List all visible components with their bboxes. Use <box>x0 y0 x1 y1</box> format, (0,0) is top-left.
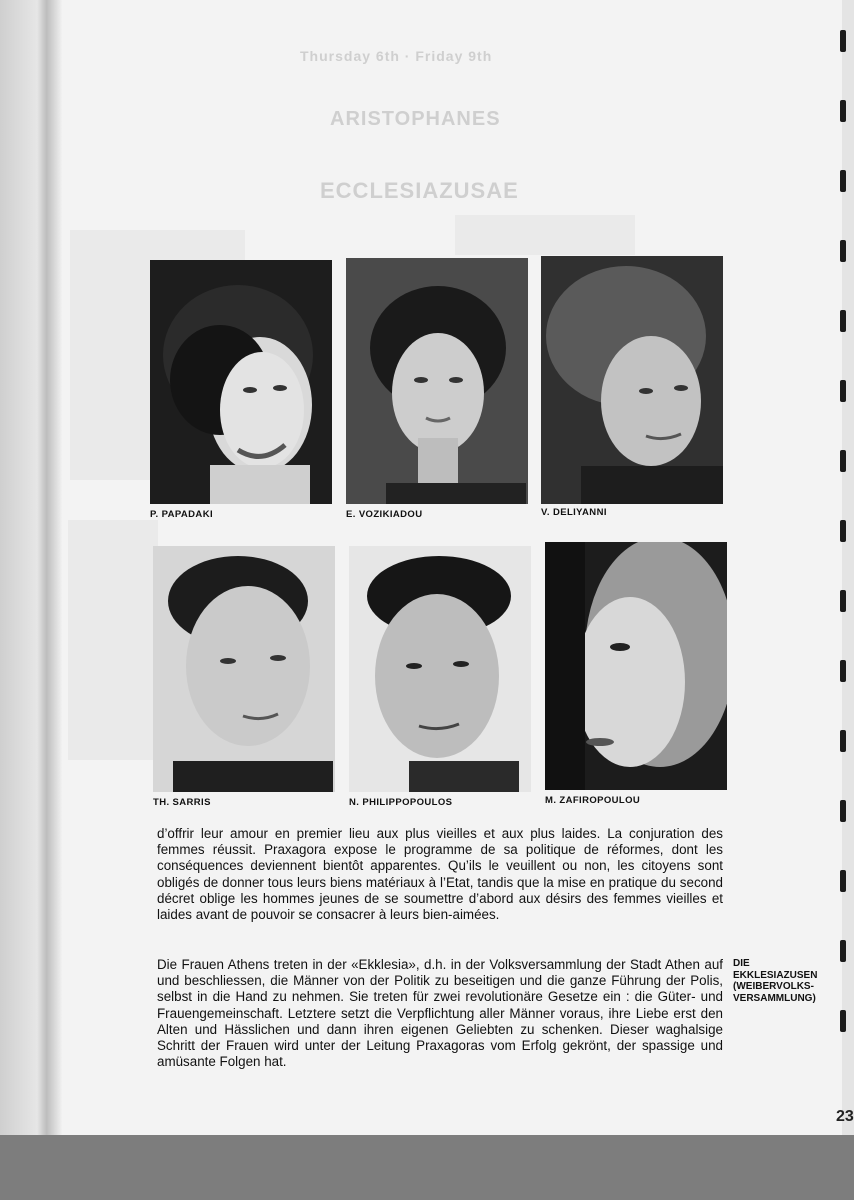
scanner-edge <box>0 1135 854 1200</box>
binding-shadow <box>0 0 62 1200</box>
cast-caption: E. VOZIKIADOU <box>346 509 423 520</box>
section-side-heading: DIE EKKLESIAZUSEN (WEIBERVOLKS- VERSAMMLUNG) <box>733 958 818 1004</box>
portrait-photo <box>150 260 332 504</box>
portrait-photo <box>346 258 528 504</box>
bleed-through-line: Thursday 6th · Friday 9th <box>300 48 493 64</box>
bleed-through-shape <box>455 215 635 255</box>
portrait-photo <box>153 546 335 792</box>
cast-caption: N. PHILIPPOPOULOS <box>349 797 453 808</box>
portrait-photo <box>545 542 727 790</box>
spiral-binding <box>836 30 850 1120</box>
cast-caption: M. ZAFIROPOULOU <box>545 795 641 806</box>
page-number: 23 <box>836 1108 854 1125</box>
cast-caption: V. DELIYANNI <box>541 507 607 518</box>
bleed-through-line: ECCLESIAZUSAE <box>320 178 519 203</box>
french-paragraph: d’offrir leur amour en premier lieu aux plus vieilles et aux plus laides. La conjuration des femmes réussit. Praxagora expose le programme de sa politique de réformes, dont les conséquences deviennent bientôt apparentes. Qu’ils le veuillent ou non, les citoyens sont obligés de donner tous leurs biens matériaux à l’Etat, tandis que la mise en pratique du second décret oblige les hommes jeunes de se soumettre d’abord aux désirs des femmes vieilles et laides avant de pouvoir se consacrer à leurs bien-aimées. <box>157 826 723 923</box>
german-paragraph: Die Frauen Athens treten in der «Ekklesia», d.h. in der Volksversammlung der Stadt Athen auf und beschliessen, die Männer von der Politik zu beseitigen und die ganze Führung der Polis, selbst in die Hand zu nehmen. Sie treten für zwei revolutionäre Gesetze ein : die Güter- und Frauengemeinschaft. Letztere setzt die Verpflichtung aller Männer voraus, ihre Liebe erst den Alten und Hässlichen und dann ihren eigenen Geliebten zu schenken. Dieser waghalsige Schritt der Frauen wird unter der Leitung Praxagoras vom Erfolg gekrönt, der spassige und amüsante Folgen hat. <box>157 957 723 1070</box>
portrait-photo <box>349 546 531 792</box>
cast-caption: TH. SARRIS <box>153 797 211 808</box>
cast-caption: P. PAPADAKI <box>150 509 213 520</box>
bleed-through-line: ARISTOPHANES <box>330 108 501 130</box>
portrait-photo <box>541 256 723 504</box>
bleed-through-shape <box>68 520 158 760</box>
